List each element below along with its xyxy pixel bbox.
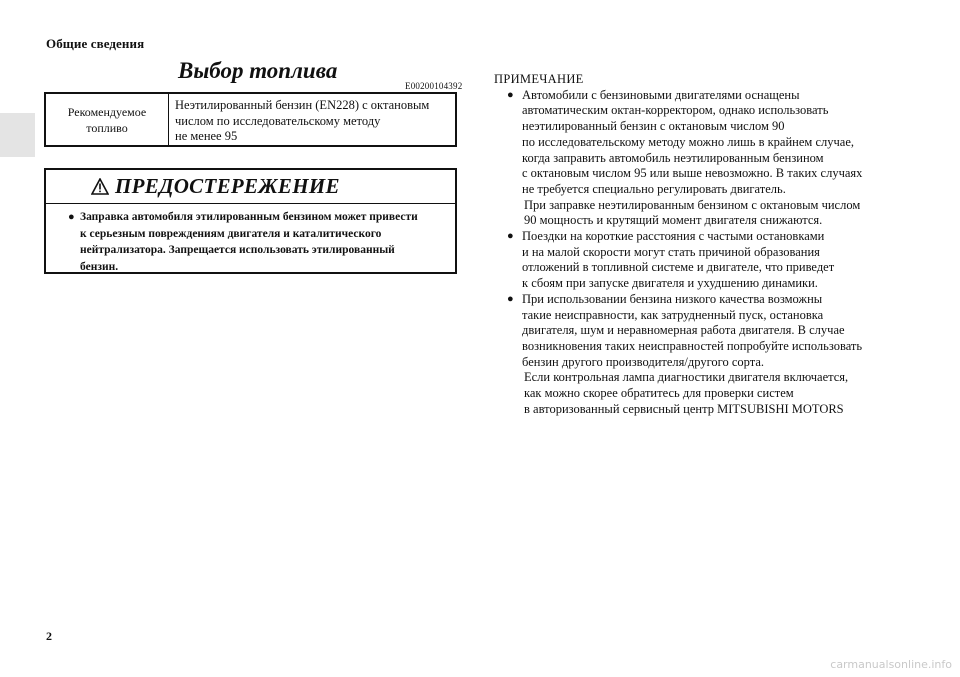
note-line: когда заправить автомобиль неэтилированным бензином — [522, 150, 824, 165]
note-line: бензин другого производителя/другого сорта. — [522, 354, 764, 369]
note-line: с октановым числом 95 или выше невозможно. В таких случаях — [522, 166, 863, 181]
note-line: к сбоям при запуске двигателя и ухудшению динамики. — [522, 276, 818, 291]
chapter-tab-marker — [0, 113, 35, 157]
section-code: E00200104392 — [405, 81, 463, 91]
warning-body — [46, 204, 455, 275]
note-line: в авторизованный сервисный центр MITSUBISHI MOTORS — [524, 401, 844, 416]
note-line: и на малой скорости могут стать причиной образования — [522, 244, 820, 259]
note-bullet: ● — [507, 88, 514, 101]
warning-bullet: ● — [68, 211, 75, 223]
note-item — [492, 88, 922, 229]
note-line: по исследовательскому методу можно лишь в крайнем случае, — [522, 134, 854, 149]
note-line: При использовании бензина низкого качества возможны — [522, 291, 823, 306]
note-line: Если контрольная лампа диагностики двигателя включается, — [524, 370, 849, 385]
note-line: такие неисправности, как затрудненный пуск, остановка — [522, 307, 824, 322]
note-line: неэтилированный бензин с октановым числом 90 — [522, 119, 785, 134]
note-heading: ПРИМЕЧАНИЕ — [494, 72, 584, 86]
note-line: не требуется специально регулировать двигатель. — [522, 181, 786, 196]
note-line: Поездки на короткие расстояния с частыми остановками — [522, 229, 825, 244]
fuel-spec-table — [44, 92, 457, 147]
note-line: отложений в топливной системе и двигателе, что приведет — [522, 260, 835, 275]
warning-triangle-icon — [91, 178, 109, 195]
note-line: как можно скорее обратитесь для проверки систем — [524, 386, 794, 401]
watermark: carmanualsonline.info — [830, 658, 952, 671]
note-bullet: ● — [507, 292, 514, 305]
note-line: 90 мощность и крутящий момент двигателя снижаются. — [524, 213, 823, 228]
spec-value-line: числом по исследовательскому методу — [175, 113, 381, 128]
spec-value-line: Неэтилированный бензин (EN228) с октановым — [175, 98, 430, 112]
warning-title: ПРЕДОСТЕРЕЖЕНИЕ — [115, 174, 340, 198]
note-line: Автомобили с бензиновыми двигателями оснащены — [522, 87, 800, 102]
note-bullet: ● — [507, 230, 514, 243]
page-number: 2 — [46, 629, 52, 643]
warning-header — [46, 170, 455, 204]
warning-line: Заправка автомобиля этилированным бензином может привести — [80, 211, 418, 223]
spec-value-line: не менее 95 — [175, 129, 238, 143]
note-item — [492, 292, 922, 418]
warning-box — [44, 168, 457, 274]
note-line: автоматическим октан-корректором, однако использовать — [522, 103, 829, 118]
warning-line: нейтрализатора. Запрещается использовать этилированный — [80, 244, 395, 256]
note-line: двигателя, шум и неравномерная работа двигателя. В случае — [522, 323, 845, 338]
section-title: Выбор топлива — [178, 58, 338, 83]
page-header-title: Общие сведения — [46, 36, 145, 51]
spec-label: Рекомендуемое топливо — [46, 94, 169, 145]
note-section — [492, 72, 922, 417]
note-item — [492, 229, 922, 292]
note-line: При заправке неэтилированным бензином с октановым числом — [524, 197, 861, 212]
warning-line: бензин. — [80, 260, 119, 273]
note-line: возникновения таких неисправностей попробуйте использовать — [522, 338, 863, 353]
spec-value — [169, 94, 455, 145]
warning-line: к серьезным повреждениям двигателя и каталитического — [80, 227, 382, 240]
